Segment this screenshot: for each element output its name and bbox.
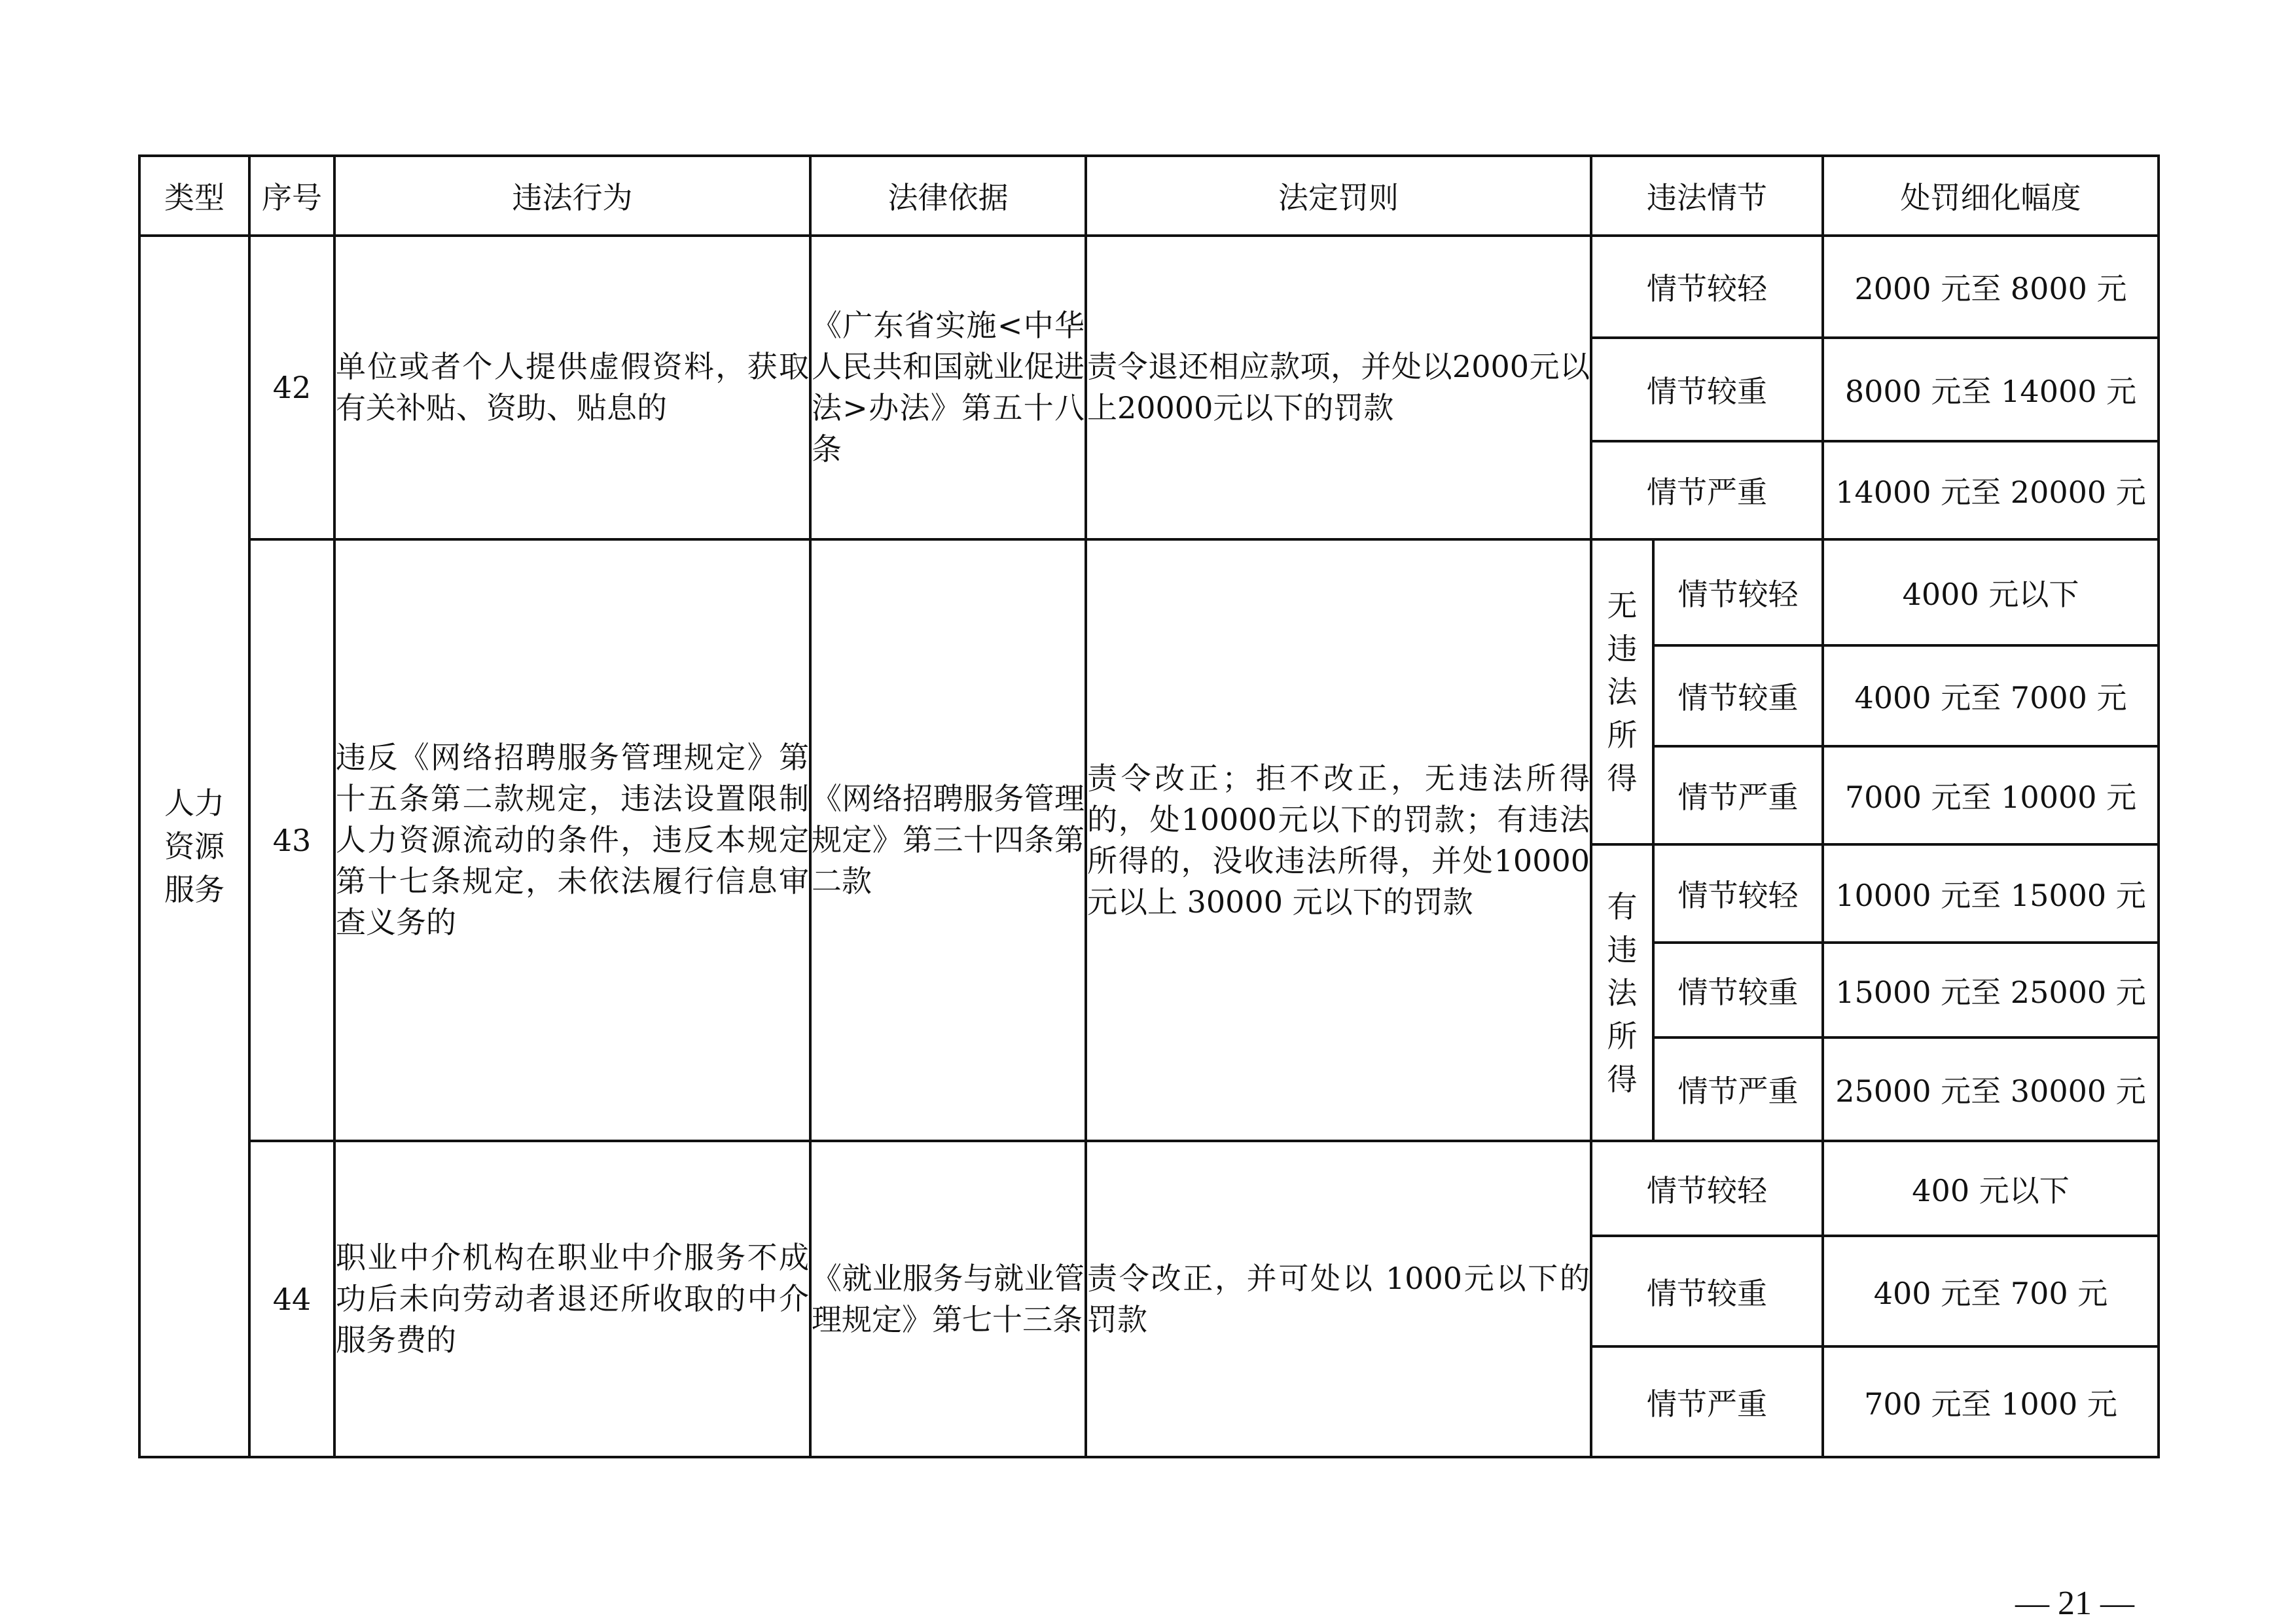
header-circumstance: 违法情节 [1591,156,1823,236]
row-range: 400 元以下 [1823,1141,2159,1236]
row-basis: 《广东省实施<中华人民共和国就业促进法>办法》第五十八条 [810,236,1086,539]
row-range: 14000 元至 20000 元 [1823,441,2159,539]
row-range: 4000 元至 7000 元 [1823,645,2159,746]
table-row [139,1141,2159,1236]
table-row [139,236,2159,338]
row-behavior: 职业中介机构在职业中介服务不成功后未向劳动者退还所收取的中介服务费的 [334,1141,810,1457]
row-range: 8000 元至 14000 元 [1823,338,2159,441]
row-range: 400 元至 700 元 [1823,1236,2159,1346]
header-penalty: 法定罚则 [1086,156,1591,236]
header-no: 序号 [249,156,334,236]
row-circumstance: 情节较重 [1653,645,1823,746]
category-label: 人力 资源 服务 [164,785,224,907]
row-circumstance: 情节较轻 [1591,1141,1823,1236]
row-range: 25000 元至 30000 元 [1823,1038,2159,1141]
row-penalty: 责令改正；拒不改正，无违法所得的，处10000元以下的罚款；有违法所得的，没收违法所得，并处10000 元以上 30000 元以下的罚款 [1086,539,1591,1141]
group-label-text: 有 违 法 所 得 [1607,888,1638,1097]
row-penalty: 责令改正，并可处以 1000元以下的罚款 [1086,1141,1591,1457]
category-cell [139,236,249,1457]
page-number: — 21 — [2015,1585,2134,1622]
group-label-with-income [1591,844,1653,1141]
row-basis: 《网络招聘服务管理规定》第三十四条第二款 [810,539,1086,1141]
penalty-table [138,154,2160,1458]
row-circumstance: 情节较重 [1591,1236,1823,1346]
row-range: 7000 元至 10000 元 [1823,746,2159,844]
row-circumstance: 情节较轻 [1591,236,1823,338]
row-no: 42 [249,236,334,539]
row-behavior: 违反《网络招聘服务管理规定》第十五条第二款规定，违法设置限制人力资源流动的条件，违反本规定第十七条规定，未依法履行信息审查义务的 [334,539,810,1141]
header-basis: 法律依据 [810,156,1086,236]
row-range: 10000 元至 15000 元 [1823,844,2159,943]
header-row [139,156,2159,236]
row-range: 700 元至 1000 元 [1823,1346,2159,1457]
row-circumstance: 情节较轻 [1653,539,1823,645]
group-label-no-income [1591,539,1653,844]
row-circumstance: 情节较重 [1591,338,1823,441]
header-behavior: 违法行为 [334,156,810,236]
row-range: 4000 元以下 [1823,539,2159,645]
row-circumstance: 情节较重 [1653,943,1823,1038]
group-label-text: 无 违 法 所 得 [1607,588,1638,796]
row-circumstance: 情节严重 [1653,1038,1823,1141]
row-circumstance: 情节严重 [1591,441,1823,539]
row-no: 44 [249,1141,334,1457]
row-range: 2000 元至 8000 元 [1823,236,2159,338]
table-row [139,539,2159,645]
header-range: 处罚细化幅度 [1823,156,2159,236]
header-type: 类型 [139,156,249,236]
row-basis: 《就业服务与就业管理规定》第七十三条 [810,1141,1086,1457]
row-circumstance: 情节严重 [1591,1346,1823,1457]
row-penalty: 责令退还相应款项，并处以2000元以上20000元以下的罚款 [1086,236,1591,539]
row-circumstance: 情节严重 [1653,746,1823,844]
row-range: 15000 元至 25000 元 [1823,943,2159,1038]
row-behavior: 单位或者个人提供虚假资料，获取有关补贴、资助、贴息的 [334,236,810,539]
row-circumstance: 情节较轻 [1653,844,1823,943]
row-no: 43 [249,539,334,1141]
